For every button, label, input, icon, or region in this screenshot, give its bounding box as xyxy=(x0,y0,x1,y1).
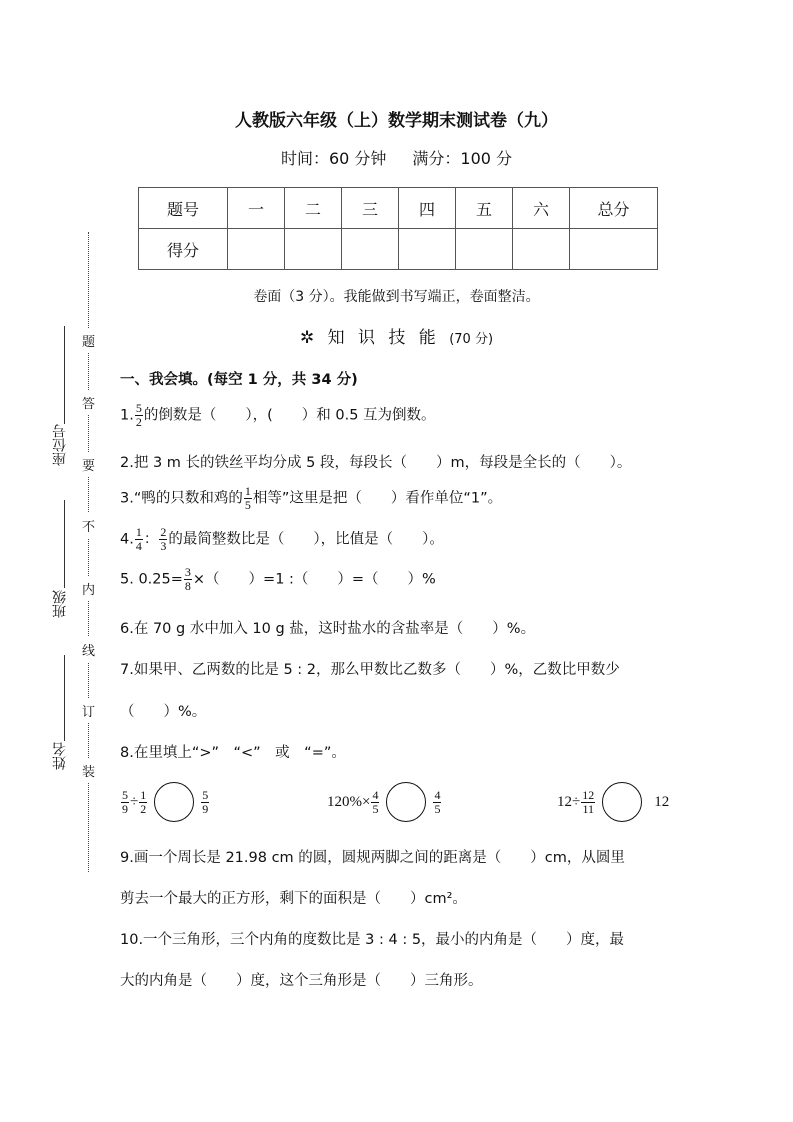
score-input-cell[interactable] xyxy=(513,229,570,270)
name-label: 姓名 xyxy=(52,742,68,770)
question-9-cont: 剪去一个最大的正方形，剩下的面积是（ ）cm²。 xyxy=(120,891,467,907)
score-cell: 二 xyxy=(285,188,342,229)
full-score: 满分：100 分 xyxy=(412,149,513,168)
score-input-cell[interactable] xyxy=(570,229,658,270)
question-1: 1. $\frac{5}{2}$ 的倒数是（ ），( ）和 0.5 互为倒数。 xyxy=(120,401,436,429)
section-heading xyxy=(0,323,793,348)
fraction: $\frac{3}{8}$ xyxy=(184,565,191,593)
question-7-cont: （ ）%。 xyxy=(120,704,207,720)
seat-number-label: 座位号 xyxy=(52,424,68,466)
question-4: 4. $\frac{1}{4}$ ： $\frac{2}{3}$ 的最简整数比是（ ），比值是（ ）。 xyxy=(120,525,444,553)
binding-char: 题 xyxy=(82,328,95,353)
neatness-note: 卷面（3 分）。我能做到书写端正，卷面整洁。 xyxy=(253,289,540,305)
score-cell: 六 xyxy=(513,188,570,229)
score-table-header-row xyxy=(139,188,658,229)
score-input-cell[interactable] xyxy=(228,229,285,270)
compare-circle[interactable] xyxy=(386,782,426,822)
page-title: 人教版六年级（上）数学期末测试卷（九） xyxy=(235,111,558,131)
score-cell: 三 xyxy=(342,188,399,229)
score-cell: 四 xyxy=(399,188,456,229)
fraction: $\frac{2}{3}$ xyxy=(160,525,167,553)
binding-char: 订 xyxy=(82,698,95,723)
fraction: $\frac{4}{5}$ xyxy=(372,787,379,816)
exam-info xyxy=(0,146,793,169)
fraction: $\frac{5}{9}$ xyxy=(202,787,209,816)
question-10: 10.一个三角形，三个内角的度数比是 3 : 4 : 5，最小的内角是（ ）度，最 xyxy=(120,932,625,948)
section-name: 知 识 技 能 xyxy=(327,328,440,348)
score-cell: 五 xyxy=(456,188,513,229)
question-5: 5. 0.25= $\frac{3}{8}$ ×（ ）=1 :（ ）=（ ）% xyxy=(120,565,436,593)
fraction: $\frac{1}{5}$ xyxy=(244,484,251,512)
compare-item-1: $\frac{5}{9}$ ÷ $\frac{1}{2}$ $\frac{5}{9}$ xyxy=(120,782,210,822)
question-7: 7.如果甲、乙两数的比是 5 : 2，那么甲数比乙数多（ ）%，乙数比甲数少 xyxy=(120,662,620,678)
time-limit: 时间：60 分钟 xyxy=(280,149,387,168)
score-input-cell[interactable] xyxy=(456,229,513,270)
class-blank[interactable] xyxy=(64,500,65,588)
binding-char: 内 xyxy=(82,576,95,601)
score-input-cell[interactable] xyxy=(342,229,399,270)
score-input-cell[interactable] xyxy=(399,229,456,270)
class-label: 班级 xyxy=(52,590,68,618)
binding-char: 不 xyxy=(82,513,95,538)
score-cell: 总分 xyxy=(570,188,658,229)
question-3: 3.“鸭的只数和鸡的 $\frac{1}{5}$ 相等”这里是把（ ）看作单位“1”。 xyxy=(120,484,503,512)
name-blank[interactable] xyxy=(64,655,65,741)
compare-item-2: 120% × $\frac{4}{5}$ $\frac{4}{5}$ xyxy=(327,782,442,822)
binding-char: 要 xyxy=(82,452,95,477)
question-6: 6.在 70 g 水中加入 10 g 盐，这时盐水的含盐率是（ ）%。 xyxy=(120,621,536,637)
question-10-cont: 大的内角是（ ）度，这个三角形是（ ）三角形。 xyxy=(120,973,483,989)
section-points: (70 分) xyxy=(449,332,494,347)
score-row-label: 得分 xyxy=(139,229,228,270)
fraction: $\frac{5}{2}$ xyxy=(135,401,142,429)
score-cell: 题号 xyxy=(139,188,228,229)
question-9: 9.画一个周长是 21.98 cm 的圆，圆规两脚之间的距离是（ ）cm，从圆里 xyxy=(120,850,625,866)
score-table-score-row xyxy=(139,229,658,270)
score-input-cell[interactable] xyxy=(285,229,342,270)
compare-circle[interactable] xyxy=(602,782,642,822)
compare-item-3: 12 ÷ $\frac{12}{11}$ 12 xyxy=(557,782,669,822)
score-table xyxy=(138,187,658,270)
question-2: 2.把 3 m 长的铁丝平均分成 5 段，每段长（ ）m，每段是全长的（ ）。 xyxy=(120,455,632,471)
fraction: $\frac{4}{5}$ xyxy=(434,787,441,816)
score-cell: 一 xyxy=(228,188,285,229)
binding-char: 答 xyxy=(82,390,95,415)
flower-icon: ✲ xyxy=(299,328,319,348)
binding-char: 线 xyxy=(82,637,95,662)
fraction: $\frac{12}{11}$ xyxy=(582,787,595,816)
fraction: $\frac{1}{4}$ xyxy=(135,525,142,553)
fraction: $\frac{1}{2}$ xyxy=(140,787,147,816)
fraction: $\frac{5}{9}$ xyxy=(122,787,128,816)
question-8: 8.在里填上“>” “<” 或 “=”。 xyxy=(120,745,346,761)
part-heading: 一、我会填。(每空 1 分，共 34 分) xyxy=(120,372,358,388)
compare-circle[interactable] xyxy=(154,782,194,822)
binding-char: 装 xyxy=(82,758,95,783)
